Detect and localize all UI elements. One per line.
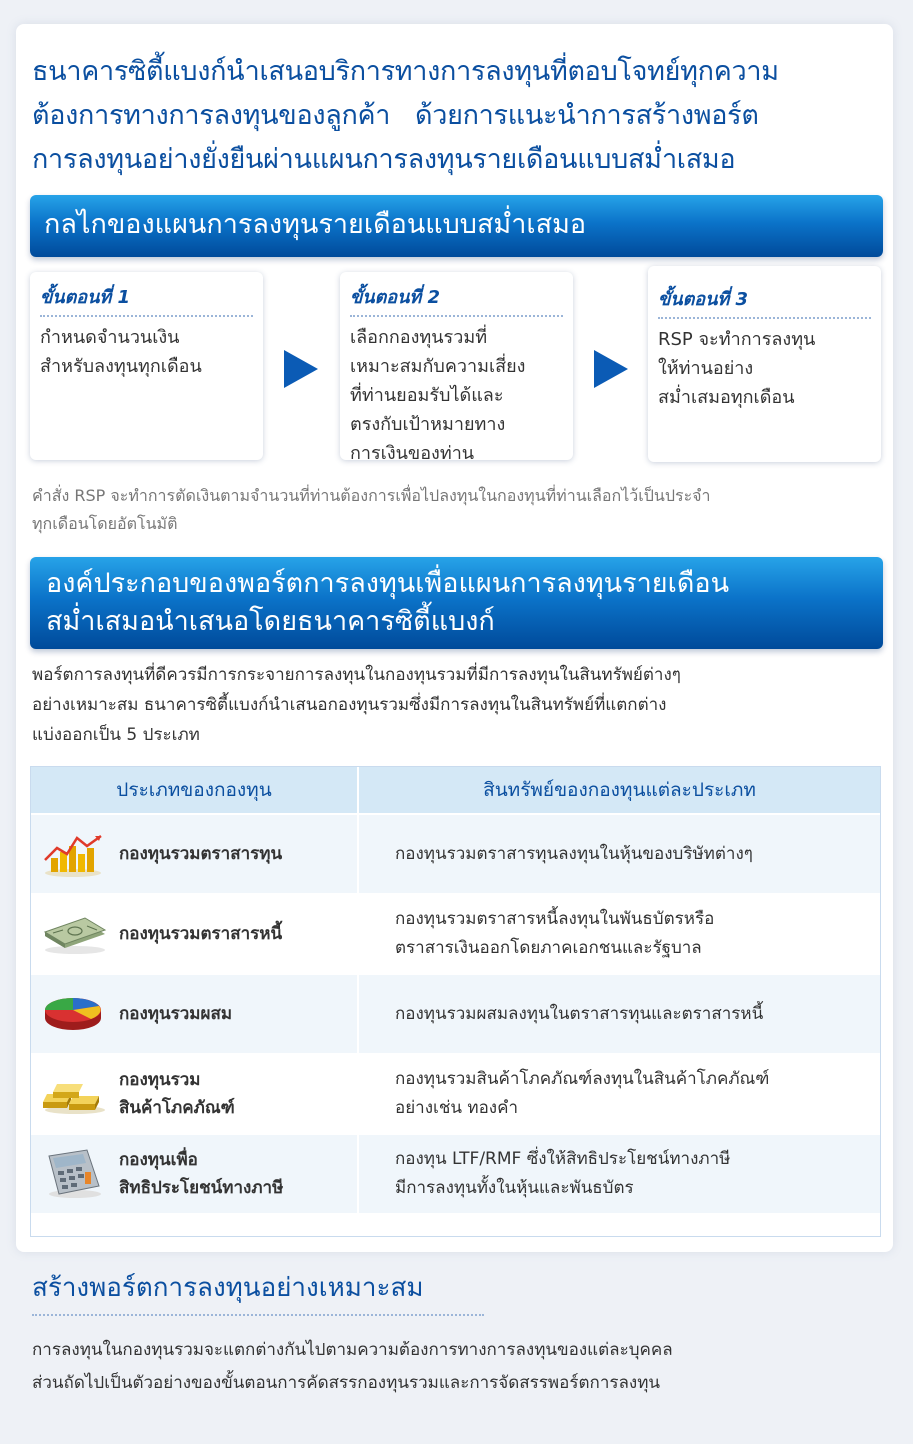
portfolio-heading: สร้างพอร์ตการลงทุนอย่างเหมาะสม [32, 1273, 424, 1303]
step-line: เลือกกองทุนรวมที่ [350, 327, 488, 348]
intro-line: ธนาคารซิตี้แบงก์นำเสนอบริการทางการลงทุนที่ตอบโจทย์ทุกความ [32, 56, 779, 87]
step-title: ขั้นตอนที่ 1 [40, 282, 253, 317]
step-body [350, 323, 563, 468]
table-header [31, 767, 880, 813]
mechanism-title: กลไกของแผนการลงทุนรายเดือนแบบสม่ำเสมอ [44, 209, 587, 240]
step-line: การเงินของท่าน [350, 443, 475, 464]
step-arrow-icon [284, 350, 318, 388]
table-row [31, 893, 880, 973]
note-line: คำสั่ง RSP จะทำการตัดเงินตามจำนวนที่ท่านต้องการเพื่อไปลงทุนในกองทุนที่ท่านเลือกไว้เป็นประจำ [32, 486, 711, 505]
fund-asset-cell [359, 1055, 880, 1133]
fund-name [119, 1146, 283, 1202]
calculator-icon [39, 1146, 109, 1202]
fund-asset-cell [359, 815, 880, 893]
fund-name-line: กองทุนรวมผสม [119, 1004, 233, 1024]
fund-name-line: กองทุนรวมตราสารทุน [119, 844, 283, 864]
equity-chart-icon [39, 826, 109, 882]
step-card-2 [340, 272, 573, 464]
step-body [40, 323, 253, 381]
composition-title: องค์ประกอบของพอร์ตการลงทุนเพื่อแผนการลงทุนรายเดือน [46, 568, 730, 599]
desc-line: แบ่งออกเป็น 5 ประเภท [32, 725, 200, 745]
mechanism-banner [30, 195, 883, 257]
step-title: ขั้นตอนที่ 3 [658, 284, 871, 319]
table-row [31, 1133, 880, 1213]
note-line: ทุกเดือนโดยอัตโนมัติ [32, 514, 178, 533]
step-line: RSP จะทำการลงทุน [658, 329, 816, 350]
step-title: ขั้นตอนที่ 2 [350, 282, 563, 317]
step-line: สำหรับลงทุนทุกเดือน [40, 356, 202, 377]
gold-bars-icon [39, 1066, 109, 1122]
banknotes-icon [39, 906, 109, 962]
fund-name-line: กองทุนรวมตราสารหนี้ [119, 924, 283, 944]
portfolio-line: การลงทุนในกองทุนรวมจะแตกต่างกันไปตามความต้องการทางการลงทุนของแต่ละบุคคล [32, 1340, 673, 1360]
composition-title: สม่ำเสมอนำเสนอโดยธนาคารซิตี้แบงก์ [46, 606, 495, 637]
portfolio-line: ส่วนถัดไปเป็นตัวอย่างของขั้นตอนการคัดสรรกองทุนรวมและการจัดสรรพอร์ตการลงทุน [32, 1373, 661, 1393]
fund-asset-cell [359, 895, 880, 973]
composition-description [32, 660, 882, 750]
step-card-3 [648, 266, 881, 462]
fund-type-cell [31, 1135, 359, 1213]
fund-type-cell [31, 975, 359, 1053]
rsp-note [32, 482, 882, 538]
step-line: ที่ท่านยอมรับได้และ [350, 385, 504, 406]
fund-name [119, 1066, 235, 1122]
fund-name-line: สินค้าโภคภัณฑ์ [119, 1098, 235, 1118]
fund-name [119, 1000, 232, 1028]
pie-chart-icon [39, 986, 109, 1042]
header-fund-asset: สินทรัพย์ของกองทุนแต่ละประเภท [483, 779, 756, 801]
fund-type-cell [31, 815, 359, 893]
fund-name [119, 920, 282, 948]
header-fund-type: ประเภทของกองทุน [31, 767, 359, 813]
portfolio-text [32, 1334, 892, 1400]
asset-line: กองทุนรวมตราสารทุนลงทุนในหุ้นของบริษัทต่างๆ [395, 843, 753, 864]
step-body [658, 325, 871, 412]
step-line: สม่ำเสมอทุกเดือน [658, 387, 795, 408]
table-row [31, 1053, 880, 1133]
heading-divider [32, 1314, 484, 1316]
step-arrow-icon [594, 350, 628, 388]
fund-type-cell [31, 1055, 359, 1133]
fund-type-cell [31, 895, 359, 973]
table-row [31, 973, 880, 1053]
step-line: ให้ท่านอย่าง [658, 358, 754, 379]
desc-line: อย่างเหมาะสม ธนาคารซิตี้แบงก์นำเสนอกองทุนรวมซึ่งมีการลงทุนในสินทรัพย์ที่แตกต่าง [32, 695, 667, 715]
step-line: เหมาะสมกับความเสี่ยง [350, 356, 526, 377]
fund-types-table [30, 766, 881, 1237]
step-line: ตรงกับเป้าหมายทาง [350, 414, 506, 435]
asset-line: กองทุนรวมตราสารหนี้ลงทุนในพันธบัตรหรือ [395, 909, 715, 929]
step-line: กำหนดจำนวนเงิน [40, 327, 180, 348]
intro-text [32, 50, 892, 182]
asset-line: อย่างเช่น ทองคำ [395, 1098, 519, 1118]
asset-line: กองทุนรวมสินค้าโภคภัณฑ์ลงทุนในสินค้าโภคภัณฑ์ [395, 1069, 770, 1089]
intro-line: การลงทุนอย่างยั่งยืนผ่านแผนการลงทุนรายเดือนแบบสม่ำเสมอ [32, 144, 736, 175]
step-card-1 [30, 272, 263, 460]
asset-line: กองทุนรวมผสมลงทุนในตราสารทุนและตราสารหนี้ [395, 1003, 764, 1024]
intro-line: ต้องการทางการลงทุนของลูกค้า ด้วยการแนะนำการสร้างพอร์ต [32, 100, 759, 131]
desc-line: พอร์ตการลงทุนที่ดีควรมีการกระจายการลงทุนในกองทุนรวมที่มีการลงทุนในสินทรัพย์ต่างๆ [32, 665, 681, 685]
composition-banner [30, 557, 883, 649]
fund-name-line: กองทุนเพื่อ [119, 1150, 198, 1170]
fund-name-line: กองทุนรวม [119, 1070, 201, 1090]
asset-line: กองทุน LTF/RMF ซึ่งให้สิทธิประโยชน์ทางภาษี [395, 1149, 731, 1169]
asset-line: มีการลงทุนทั้งในหุ้นและพันธบัตร [395, 1178, 634, 1198]
asset-line: ตราสารเงินออกโดยภาคเอกชนและรัฐบาล [395, 938, 702, 958]
fund-asset-cell [359, 1135, 880, 1213]
table-row [31, 813, 880, 893]
fund-name-line: สิทธิประโยชน์ทางภาษี [119, 1178, 284, 1198]
fund-asset-cell [359, 975, 880, 1053]
fund-name [119, 840, 282, 868]
